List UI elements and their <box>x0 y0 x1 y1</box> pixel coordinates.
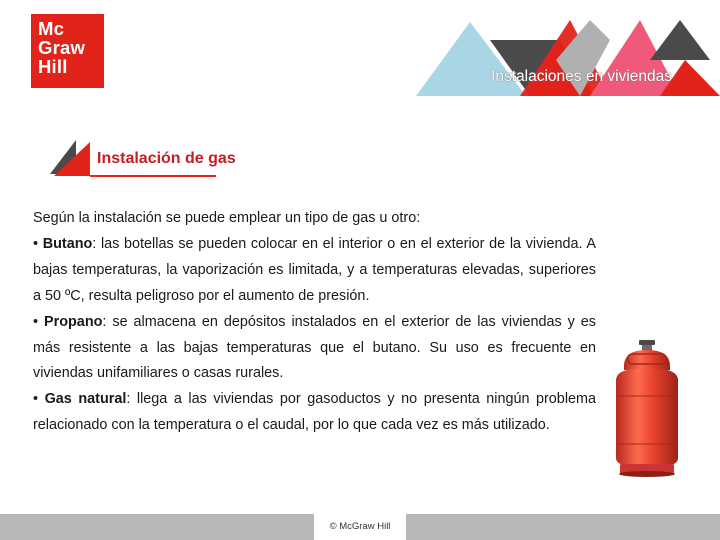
intro-paragraph: Según la instalación se puede emplear un tipo de gas u otro: <box>33 210 421 226</box>
list-item-butano <box>33 232 596 310</box>
body-text <box>33 206 596 439</box>
item-text: : las botellas se pueden colocar en el interior o en el exterior de la vivienda. A bajas temperaturas, la vaporización es limitada, y a temperaturas elevadas, superiores a 50 ºC, resulta peligroso por el aumento de presión. <box>33 235 596 304</box>
header-triangle-dark <box>650 20 710 60</box>
logo-line-2: Graw <box>38 37 86 58</box>
logo-line-1: Mc <box>38 18 65 39</box>
header-title: Instalaciones en viviendas <box>491 68 672 85</box>
section-title: Instalación de gas <box>97 150 236 167</box>
list-item-gas-natural <box>33 387 596 439</box>
term-gas-natural: Gas natural <box>44 391 127 408</box>
footer-copyright: © McGraw Hill <box>314 514 406 540</box>
bullet: • <box>33 313 39 330</box>
section-underline <box>90 175 216 177</box>
bullet: • <box>33 235 39 252</box>
term-propano: Propano <box>44 313 103 330</box>
bullet: • <box>33 391 39 408</box>
list-item-propano <box>33 310 596 388</box>
item-text: : llega a las viviendas por gasoductos y no presenta ningún problema relacionado con la temperatura o el caudal, por lo que cada vez es más utilizado. <box>33 391 597 434</box>
term-butano: Butano <box>42 235 93 252</box>
triangle-section-icon <box>46 136 100 178</box>
mcgraw-hill-logo <box>31 14 104 88</box>
logo-line-3: Hill <box>38 56 68 77</box>
gas-cylinder-image <box>606 340 688 478</box>
item-text: : se almacena en depósitos instalados en el exterior de las viviendas y es más resistente a las bajas temperaturas que el butano. Su uso es frecuente en viviendas unifamiliares o casas rurales. <box>33 313 597 382</box>
